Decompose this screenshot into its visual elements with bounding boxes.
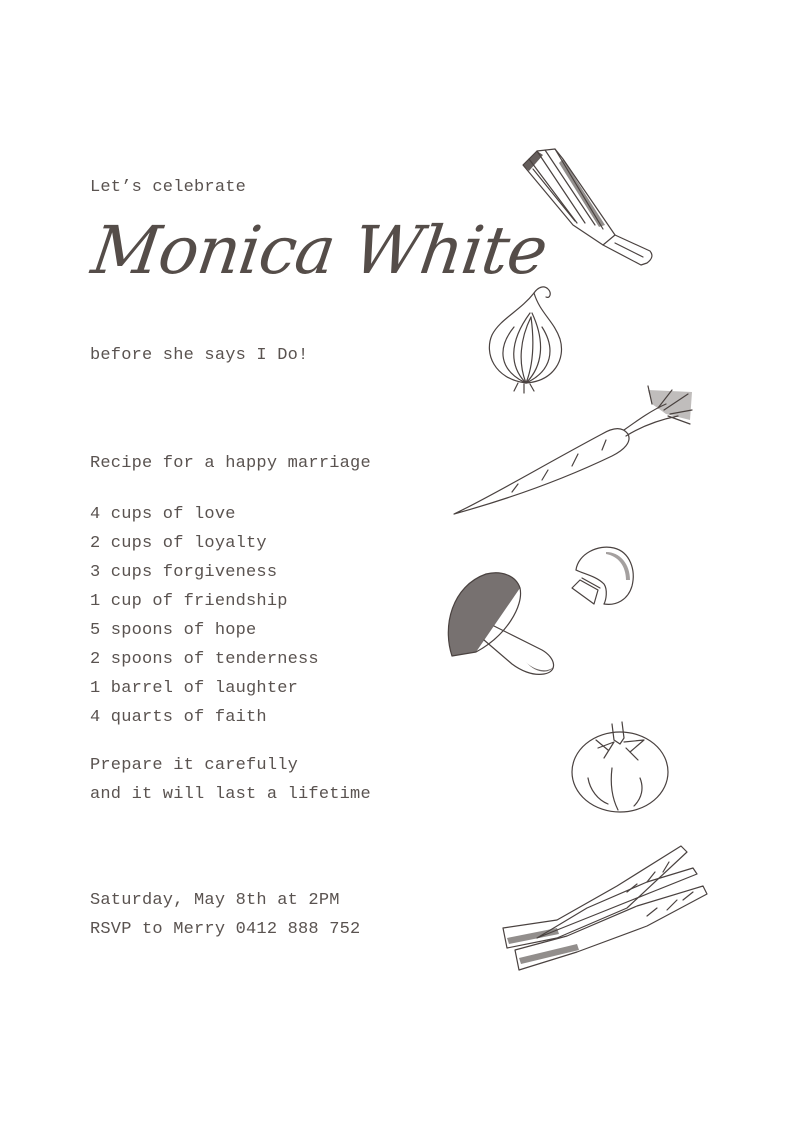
ingredient-item: 5 spoons of hope <box>90 621 257 640</box>
leek-icon <box>515 145 660 270</box>
rsvp-text: RSVP to Merry 0412 888 752 <box>90 920 361 939</box>
recipe-heading: Recipe for a happy marriage <box>90 454 371 473</box>
ingredient-item: 1 cup of friendship <box>90 592 288 611</box>
closing-line-2: and it will last a lifetime <box>90 785 371 804</box>
subtitle-text: before she says I Do! <box>90 346 309 365</box>
honoree-name: Monica White <box>87 212 552 289</box>
carrot-icon <box>452 380 697 520</box>
ingredient-item: 3 cups forgiveness <box>90 563 278 582</box>
mushroom-icon <box>446 566 561 681</box>
event-datetime: Saturday, May 8th at 2PM <box>90 891 340 910</box>
ingredient-item: 1 barrel of laughter <box>90 679 299 698</box>
ingredient-item: 2 cups of loyalty <box>90 534 267 553</box>
tomato-icon <box>568 718 673 816</box>
ingredient-item: 4 quarts of faith <box>90 708 267 727</box>
ingredient-item: 2 spoons of tenderness <box>90 650 319 669</box>
ingredient-list <box>90 504 319 736</box>
ingredient-item: 4 cups of love <box>90 505 236 524</box>
closing-line-1: Prepare it carefully <box>90 756 299 775</box>
intro-text: Let’s celebrate <box>90 178 247 197</box>
asparagus-icon <box>497 842 712 977</box>
mushroom-cap-icon <box>570 544 640 616</box>
